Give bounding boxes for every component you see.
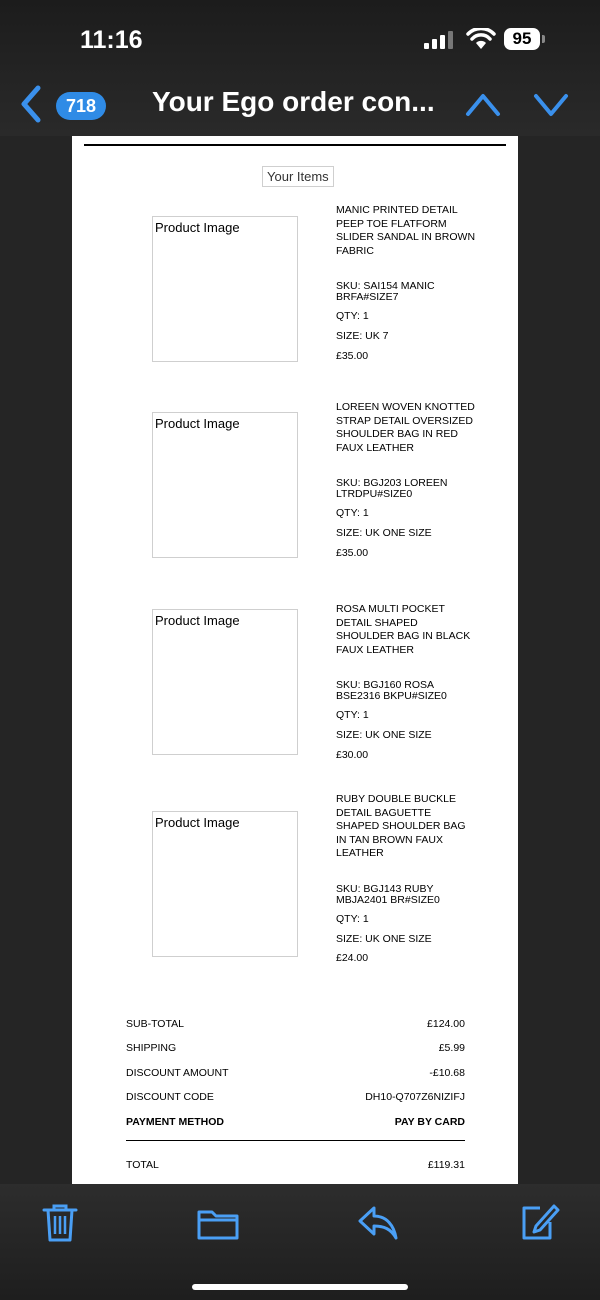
shipping-value: £5.99: [438, 1042, 465, 1054]
product-price: £24.00: [336, 952, 369, 965]
wifi-icon: [466, 28, 496, 50]
product-qty: QTY: 1: [336, 310, 369, 323]
product-price: £35.00: [336, 349, 369, 362]
product-qty: QTY: 1: [336, 912, 369, 925]
payment-method-value: PAY BY CARD: [394, 1116, 465, 1128]
product-name: RUBY DOUBLE BUCKLE DETAIL BAGUETTE SHAPED SHOULDER BAG IN TAN BROWN FAUX LEATHER: [336, 793, 466, 860]
discount-amount-label: DISCOUNT AMOUNT: [126, 1067, 229, 1079]
product-image-placeholder: [152, 609, 298, 755]
product-size: SIZE: UK ONE SIZE: [336, 728, 432, 741]
shipping-label: SHIPPING: [126, 1042, 177, 1054]
product-image-placeholder: [152, 216, 298, 362]
product-price: £35.00: [336, 546, 369, 559]
discount-code-value: DH10-Q707Z6NIZIFJ: [365, 1091, 465, 1103]
product-size: SIZE: UK 7: [336, 329, 389, 342]
product-image-placeholder: [152, 412, 298, 558]
product-details: [336, 401, 476, 560]
product-size: SIZE: UK ONE SIZE: [336, 932, 432, 945]
total-value: £119.31: [427, 1159, 465, 1171]
product-name: LOREEN WOVEN KNOTTED STRAP DETAIL OVERSIZED SHOULDER BAG IN RED FAUX LEATHER: [336, 401, 475, 454]
subtotal-value: £124.00: [427, 1018, 465, 1030]
product-sku: SKU: SAI154 MANIC BRFA#SIZE7: [336, 280, 435, 304]
product-image-placeholder: [152, 811, 298, 957]
previous-message-chevron-up-icon[interactable]: [464, 88, 502, 120]
product-price: £30.00: [336, 748, 369, 761]
compose-icon[interactable]: [518, 1200, 562, 1244]
mail-header: [0, 0, 600, 136]
product-sku: SKU: BGJ160 ROSA BSE2316 BKPU#SIZE0: [336, 679, 447, 703]
back-chevron-icon[interactable]: [16, 84, 46, 124]
payment-method-label: PAYMENT METHOD: [126, 1116, 225, 1128]
product-image-alt: Product Image: [155, 416, 240, 431]
product-sku: SKU: BGJ143 RUBY MBJA2401 BR#SIZE0: [336, 882, 440, 906]
product-size: SIZE: UK ONE SIZE: [336, 526, 432, 539]
status-time: 11:16: [80, 26, 143, 54]
product-name: MANIC PRINTED DETAIL PEEP TOE FLATFORM SLIDER SANDAL IN BROWN FABRIC: [336, 204, 476, 257]
email-body: [72, 136, 518, 1184]
mail-toolbar: [0, 1184, 600, 1300]
reply-icon[interactable]: [356, 1200, 400, 1244]
discount-code-label: DISCOUNT CODE: [126, 1091, 214, 1103]
battery-icon: 95: [504, 28, 540, 50]
next-message-chevron-down-icon[interactable]: [532, 88, 570, 120]
cellular-signal-icon: [424, 31, 454, 49]
total-label: TOTAL: [126, 1159, 159, 1171]
battery-tip: [542, 35, 545, 43]
product-details: [336, 603, 476, 762]
product-image-alt: Product Image: [155, 815, 240, 830]
product-name: ROSA MULTI POCKET DETAIL SHAPED SHOULDER BAG IN BLACK FAUX LEATHER: [336, 603, 471, 656]
product-sku: SKU: BGJ203 LOREEN LTRDPU#SIZE0: [336, 477, 448, 501]
discount-amount-value: -£10.68: [429, 1067, 465, 1079]
folder-icon[interactable]: [196, 1200, 240, 1244]
product-qty: QTY: 1: [336, 507, 369, 520]
divider: [84, 144, 506, 146]
product-qty: QTY: 1: [336, 709, 369, 722]
email-subject-title: Your Ego order con...: [152, 86, 435, 117]
product-details: [336, 793, 476, 966]
product-image-alt: Product Image: [155, 220, 240, 235]
trash-icon[interactable]: [38, 1200, 82, 1244]
product-details: [336, 204, 476, 363]
home-indicator: [192, 1284, 408, 1290]
subtotal-label: SUB-TOTAL: [126, 1018, 184, 1030]
product-image-alt: Product Image: [155, 613, 240, 628]
divider: [126, 1140, 465, 1141]
unread-count-badge[interactable]: 718: [56, 92, 106, 120]
your-items-label: Your Items: [262, 166, 334, 187]
